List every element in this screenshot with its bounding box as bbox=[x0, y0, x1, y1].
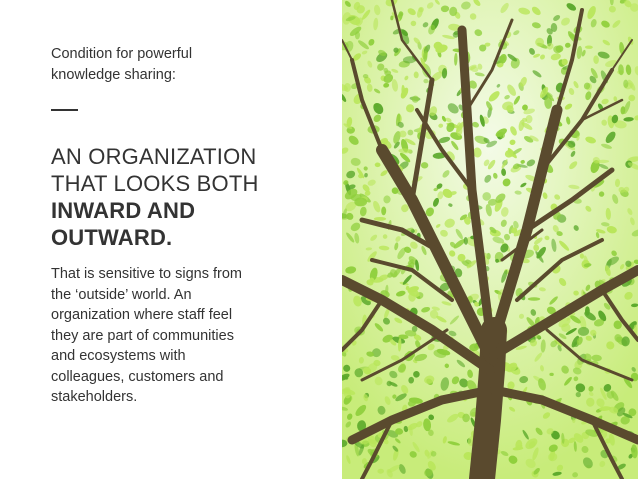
body-line: the ‘outside’ world. An bbox=[51, 286, 192, 303]
leaf bbox=[458, 254, 466, 262]
leaf bbox=[572, 418, 575, 423]
tree-canopy-photo bbox=[342, 0, 638, 479]
leaf bbox=[374, 217, 386, 221]
body-paragraph bbox=[51, 264, 266, 408]
body-line: organization where staff feel bbox=[51, 307, 233, 323]
tree-illustration bbox=[342, 0, 638, 479]
divider-rule bbox=[51, 109, 78, 111]
leaf bbox=[354, 197, 367, 206]
eyebrow-line: knowledge sharing: bbox=[51, 67, 176, 83]
eyebrow-heading bbox=[51, 44, 311, 86]
body-line: colleagues, customers and bbox=[51, 368, 224, 385]
leaf bbox=[528, 297, 540, 300]
body-line: they are part of communities bbox=[51, 327, 234, 344]
headline-emphasis-line: OUTWARD. bbox=[51, 225, 173, 250]
body-line: stakeholders. bbox=[51, 389, 138, 405]
headline-line: AN ORGANIZATION bbox=[51, 144, 257, 169]
body-line: and ecosystems with bbox=[51, 348, 186, 364]
headline-emphasis-line: INWARD AND bbox=[51, 198, 196, 223]
headline bbox=[51, 143, 331, 251]
headline-line: THAT LOOKS BOTH bbox=[51, 171, 259, 196]
eyebrow-line: Condition for powerful bbox=[51, 46, 193, 62]
body-line: That is sensitive to signs from bbox=[51, 266, 242, 282]
